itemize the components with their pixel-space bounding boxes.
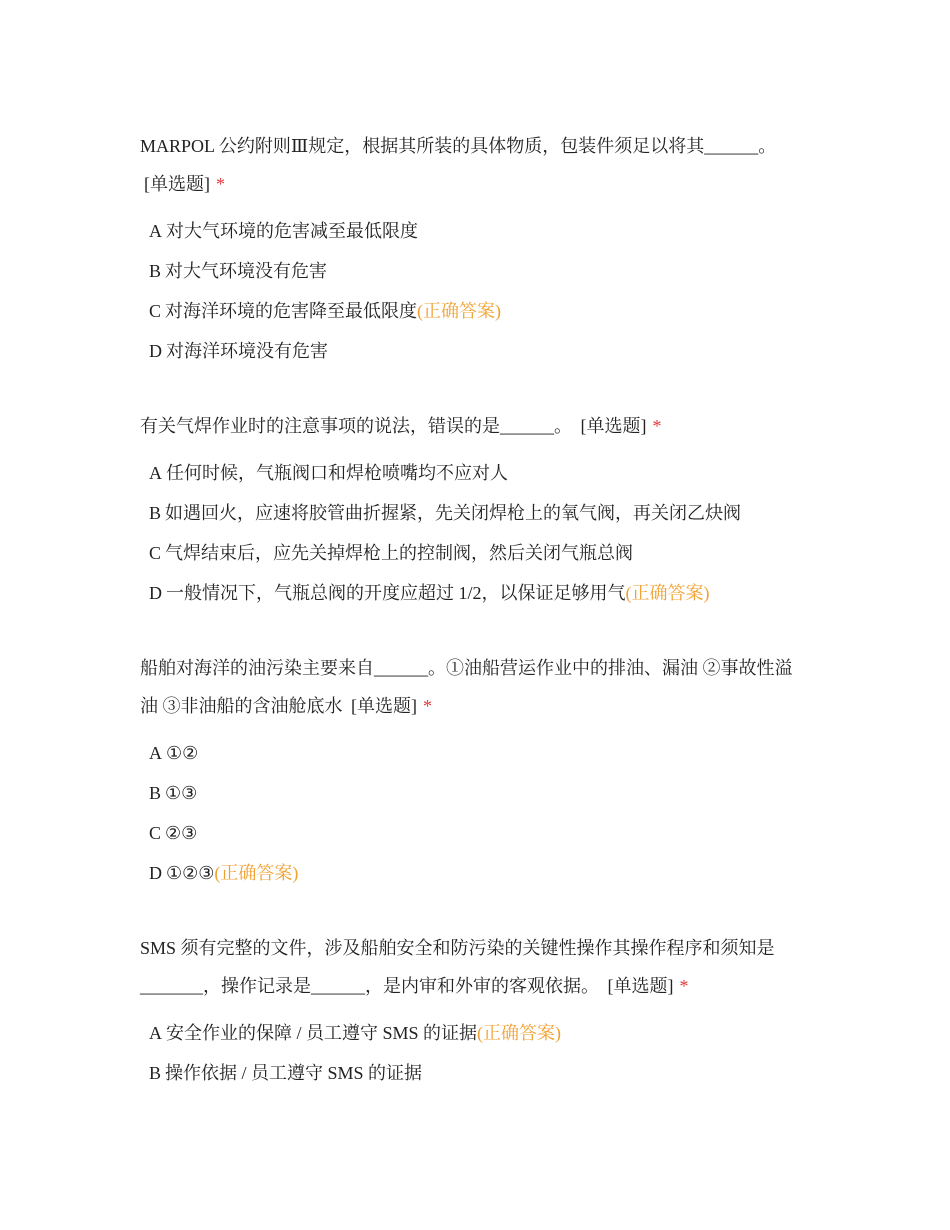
option-d[interactable] [149, 573, 810, 613]
option-text: 操作依据 / 员工遵守 SMS 的证据 [165, 1063, 423, 1083]
correct-answer-tag: (正确答案) [214, 863, 299, 883]
option-letter: B [149, 783, 162, 803]
option-letter: A [149, 1023, 162, 1043]
question-3 [140, 649, 810, 893]
required-mark: * [652, 416, 662, 436]
question-stem [140, 407, 810, 445]
option-text: ①②③ [166, 863, 215, 883]
required-mark: * [423, 696, 432, 716]
option-text: ①② [166, 743, 199, 763]
option-b[interactable] [149, 251, 810, 291]
option-text: 任何时候，气瓶阀口和焊枪喷嘴均不应对人 [166, 463, 508, 483]
option-text: 一般情况下，气瓶总阀的开度应超过 1/2，以保证足够用气 [166, 583, 626, 603]
option-b[interactable] [149, 1053, 810, 1093]
option-c[interactable] [149, 291, 810, 331]
question-4 [140, 929, 810, 1093]
option-letter: A [149, 463, 162, 483]
question-stem [140, 127, 810, 203]
option-b[interactable] [149, 493, 810, 533]
option-text: 气焊结束后，应先关掉焊枪上的控制阀，然后关闭气瓶总阀 [165, 543, 634, 563]
question-text: MARPOL 公约附则Ⅲ规定，根据其所装的具体物质，包装件须足以将其______。 [140, 136, 777, 156]
correct-answer-tag: (正确答案) [417, 301, 502, 321]
option-b[interactable] [149, 773, 810, 813]
option-letter: A [149, 221, 162, 241]
question-type: [单选题] [351, 696, 417, 716]
question-1 [140, 127, 810, 371]
option-d[interactable] [149, 331, 810, 371]
question-text: 有关气焊作业时的注意事项的说法，错误的是______。 [140, 416, 572, 436]
option-letter: C [149, 823, 162, 843]
option-letter: C [149, 543, 162, 563]
required-mark: * [216, 174, 225, 194]
option-letter: B [149, 503, 162, 523]
option-text: ①③ [165, 783, 198, 803]
question-text: 船舶对海洋的油污染主要来自______。①油船营运作业中的排油、漏油 ②事故性溢油 ③非油船的含油舱底水 [140, 658, 793, 716]
correct-answer-tag: (正确答案) [477, 1023, 562, 1043]
option-letter: B [149, 1063, 162, 1083]
option-a[interactable] [149, 733, 810, 773]
option-a[interactable] [149, 211, 810, 251]
question-stem [140, 649, 810, 725]
question-text: SMS 须有完整的文件，涉及船舶安全和防污染的关键性操作其操作程序和须知是_______，操作记录是______，是内审和外审的客观依据。 [140, 938, 775, 996]
option-text: ②③ [165, 823, 198, 843]
options-list [140, 733, 810, 893]
option-c[interactable] [149, 533, 810, 573]
option-a[interactable] [149, 1013, 810, 1053]
option-text: 安全作业的保障 / 员工遵守 SMS 的证据 [166, 1023, 478, 1043]
option-letter: B [149, 261, 162, 281]
options-list [140, 453, 810, 613]
option-text: 对大气环境的危害减至最低限度 [166, 221, 418, 241]
option-text: 对大气环境没有危害 [165, 261, 328, 281]
question-2 [140, 407, 810, 613]
option-a[interactable] [149, 453, 810, 493]
question-type: [单选题] [607, 976, 674, 996]
option-text: 对海洋环境没有危害 [166, 341, 328, 361]
option-letter: A [149, 743, 162, 763]
option-letter: D [149, 583, 162, 603]
option-letter: D [149, 863, 162, 883]
option-text: 如遇回火，应速将胶管曲折握紧，先关闭焊枪上的氧气阀，再关闭乙炔阀 [165, 503, 742, 523]
options-list [140, 1013, 810, 1093]
option-d[interactable] [149, 853, 810, 893]
question-stem [140, 929, 810, 1005]
question-type: [单选题] [580, 416, 647, 436]
option-letter: D [149, 341, 162, 361]
option-c[interactable] [149, 813, 810, 853]
options-list [140, 211, 810, 371]
question-type: [单选题] [144, 174, 210, 194]
option-text: 对海洋环境的危害降至最低限度 [165, 301, 418, 321]
correct-answer-tag: (正确答案) [625, 583, 710, 603]
required-mark: * [679, 976, 689, 996]
option-letter: C [149, 301, 162, 321]
